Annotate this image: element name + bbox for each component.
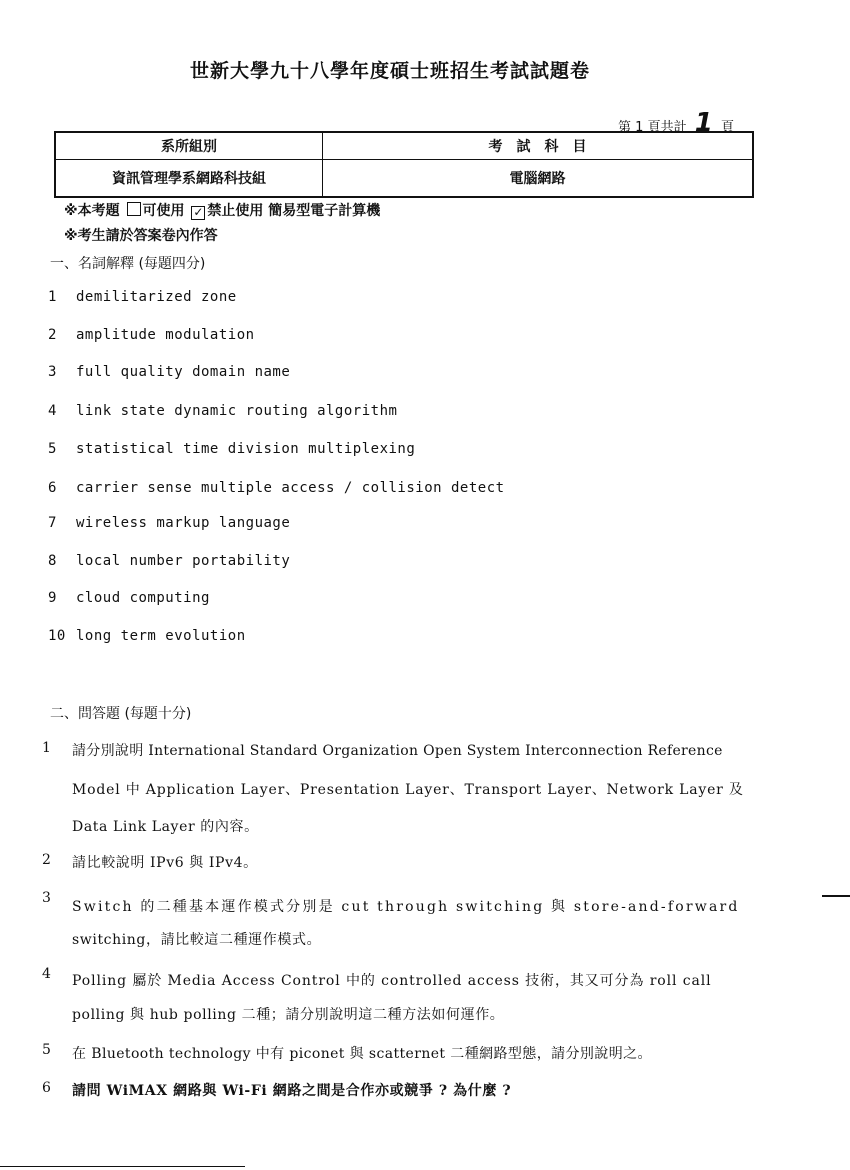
term-item: 4 link state dynamic routing algorithm [48,403,398,419]
question-line: Polling 屬於 Media Access Control 中的 controlled access 技術，其又可分為 roll call [72,973,712,989]
term-item: 9 cloud computing [48,590,210,606]
page-number: 1 [635,120,644,135]
question-line: 請問 WiMAX 網路與 Wi-Fi 網路之間是合作亦或競爭 ? 為什麼 ? [72,1083,512,1099]
term-item: 2 amplitude modulation [48,327,255,343]
department-header: 系所組別 [55,132,323,160]
question-line: 請分別說明 International Standard Organization Open System Interconnection Reference [72,743,723,759]
subject-value: 電腦網路 [323,160,754,198]
page-suffix: 頁 [720,120,734,135]
checked-box-icon: ✓ [193,205,204,219]
question-number: 5 [42,1042,51,1058]
question-number: 1 [42,740,51,756]
section1-heading: 一、名詞解釋 (每題四分) [50,256,206,272]
subject-header: 考 試 科 目 [323,132,754,160]
page-total: 1 [694,108,713,138]
scan-artifact-line [0,1166,245,1167]
exam-title: 世新大學九十八學年度碩士班招生考試試題卷 [189,60,590,82]
calculator-notice [64,200,380,220]
term-item: 3 full quality domain name [48,364,291,380]
page-middle: 頁共計 [647,120,687,135]
unchecked-box-icon [127,202,141,216]
question-number: 6 [42,1080,51,1096]
question-line: 在 Bluetooth technology 中有 piconet 與 scatternet 二種網路型態，請分別說明之。 [72,1046,652,1062]
question-number: 4 [42,966,51,982]
option-allowed: 可使用 [142,203,185,219]
question-line: Switch 的二種基本運作模式分別是 cut through switching 與 store-and-forward [72,899,740,915]
question-line: switching，請比較這二種運作模式。 [72,932,322,948]
scan-artifact-dash [822,895,850,897]
term-item: 8 local number portability [48,553,291,569]
term-item: 5 statistical time division multiplexing [48,441,416,457]
term-item: 6 carrier sense multiple access / collision detect [48,480,505,496]
calculator-prefix: ※本考題 [64,203,120,219]
page-prefix: 第 [618,120,632,135]
answer-sheet-notice: ※考生請於答案卷內作答 [64,228,218,244]
term-item: 10 long term evolution [48,628,246,644]
question-number: 2 [42,852,51,868]
question-line: 請比較說明 IPv6 與 IPv4。 [72,855,258,871]
option-forbidden: 禁止使用 [207,203,264,219]
exam-info-table [54,131,754,198]
department-value: 資訊管理學系網路科技組 [55,160,323,198]
question-line: polling 與 hub polling 二種；請分別說明這二種方法如何運作。 [72,1007,505,1023]
section2-heading: 二、問答題 (每題十分) [50,706,192,722]
question-line: Data Link Layer 的內容。 [72,819,259,835]
question-number: 3 [42,890,51,906]
term-item: 1 demilitarized zone [48,289,237,305]
calculator-suffix: 簡易型電子計算機 [268,203,381,219]
question-line: Model 中 Application Layer、Presentation Layer、Transport Layer、Network Layer 及 [72,782,744,798]
term-item: 7 wireless markup language [48,515,291,531]
